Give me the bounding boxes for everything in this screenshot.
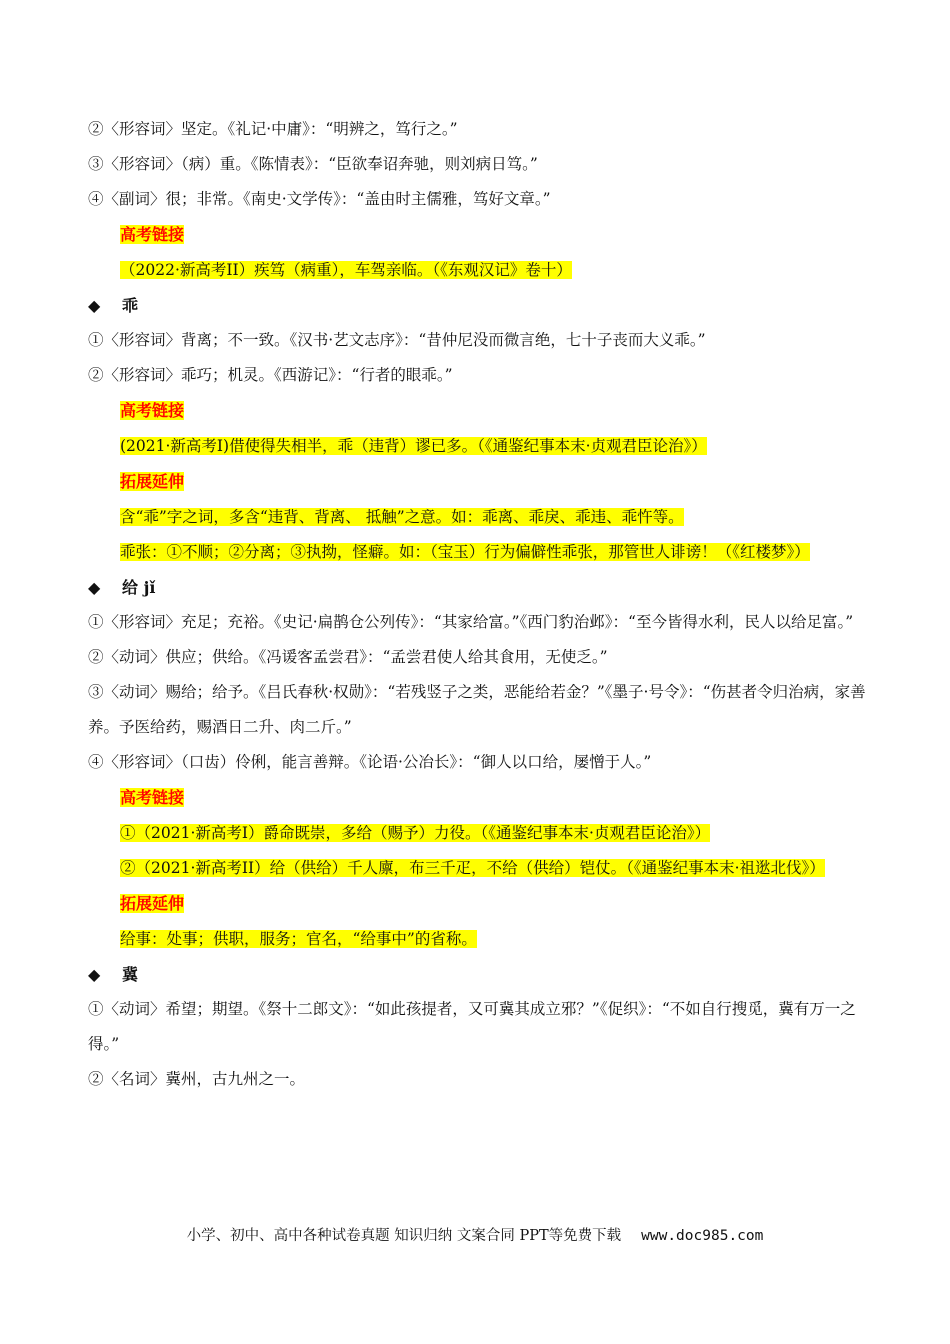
definition-line: ①〈动词〉希望；期望。《祭十二郎文》：“如此孩提者，又可冀其成立邪？”《促织》：“不如自行搜觅，冀有万一之得。”	[88, 1000, 856, 1053]
gaokao-link-line: （2022·新高考II）疾笃（病重），车驾亲临。（《东观汉记》卷十）	[120, 261, 572, 279]
definition-line: ④〈副词〉很；非常。《南史·文学传》：“盖由时主儒雅，笃好文章。”	[88, 190, 551, 208]
diamond-bullet-icon: ◆	[88, 296, 101, 315]
extend-label: 拓展延伸	[120, 894, 185, 913]
gaokao-link-label: 高考链接	[120, 225, 185, 244]
entry-title: 给 jǐ	[122, 578, 156, 597]
definition-line: ④〈形容词〉（口齿）伶俐，能言善辩。《论语·公冶长》：“御人以口给，屡憎于人。”	[88, 753, 652, 771]
gaokao-link-line: (2021·新高考I)借使得失相半，乖（违背）谬已多。（《通鉴纪事本末·贞观君臣论治》）	[120, 437, 707, 455]
definition-line: ③〈动词〉赐给；给予。《吕氏春秋·权勋》：“若残竖子之类，恶能给若金？”《墨子·号令》：“伤甚者令归治病，家善养。予医给药，赐酒日二升、肉二斤。”	[88, 683, 866, 736]
extend-line: 含“乖”字之词，多含“违背、背离、 抵触”之意。如：乖离、乖戾、乖违、乖忤等。	[120, 508, 684, 526]
extend-line: 给事：处事；供职，服务；官名，“给事中”的省称。	[120, 930, 477, 948]
definition-line: ②〈名词〉冀州，古九州之一。	[88, 1070, 306, 1088]
definition-line: ②〈形容词〉坚定。《礼记·中庸》：“明辨之，笃行之。”	[88, 120, 458, 138]
gaokao-link-label: 高考链接	[120, 401, 185, 420]
extend-line: 乖张：①不顺；②分离；③执拗，怪癖。如：（宝玉）行为偏僻性乖张，那管世人诽谤！（《红楼梦》）	[120, 543, 810, 561]
entry-heading-guai	[88, 288, 868, 323]
footer-url[interactable]: www.doc985.com	[641, 1228, 764, 1244]
extend-label: 拓展延伸	[120, 472, 185, 491]
definition-line: ①〈形容词〉背离；不一致。《汉书·艺文志序》：“昔仲尼没而微言绝，七十子丧而大义乖。”	[88, 331, 706, 349]
diamond-bullet-icon: ◆	[88, 965, 101, 984]
footer-text: 小学、初中、高中各种试卷真题 知识归纳 文案合同 PPT等免费下载	[186, 1228, 622, 1244]
gaokao-link-line: ②（2021·新高考II）给（供给）千人廪，布三千疋，不给（供给）铠仗。（《通鉴纪事本末·祖逖北伐》）	[120, 859, 825, 877]
page-footer	[0, 1224, 950, 1245]
entry-heading-jiyi	[88, 957, 868, 992]
gaokao-link-line: ①（2021·新高考I）爵命既崇，多给（赐予）力役。（《通鉴纪事本末·贞观君臣论治》）	[120, 824, 711, 842]
entry-title: 乖	[122, 296, 139, 315]
diamond-bullet-icon: ◆	[88, 578, 101, 597]
definition-line: ②〈形容词〉乖巧；机灵。《西游记》：“行者的眼乖。”	[88, 366, 453, 384]
definition-line: ③〈形容词〉（病）重。《陈情表》：“臣欲奉诏奔驰，则刘病日笃。”	[88, 155, 538, 173]
entry-title: 冀	[122, 965, 139, 984]
entry-heading-ji	[88, 570, 868, 605]
gaokao-link-label: 高考链接	[120, 788, 185, 807]
page-content	[88, 112, 868, 1097]
definition-line: ①〈形容词〉充足；充裕。《史记·扁鹊仓公列传》：“其家给富。”《西门豹治邺》：“至今皆得水利，民人以给足富。”	[88, 613, 854, 631]
definition-line: ②〈动词〉供应；供给。《冯谖客孟尝君》：“孟尝君使人给其食用，无使乏。”	[88, 648, 608, 666]
